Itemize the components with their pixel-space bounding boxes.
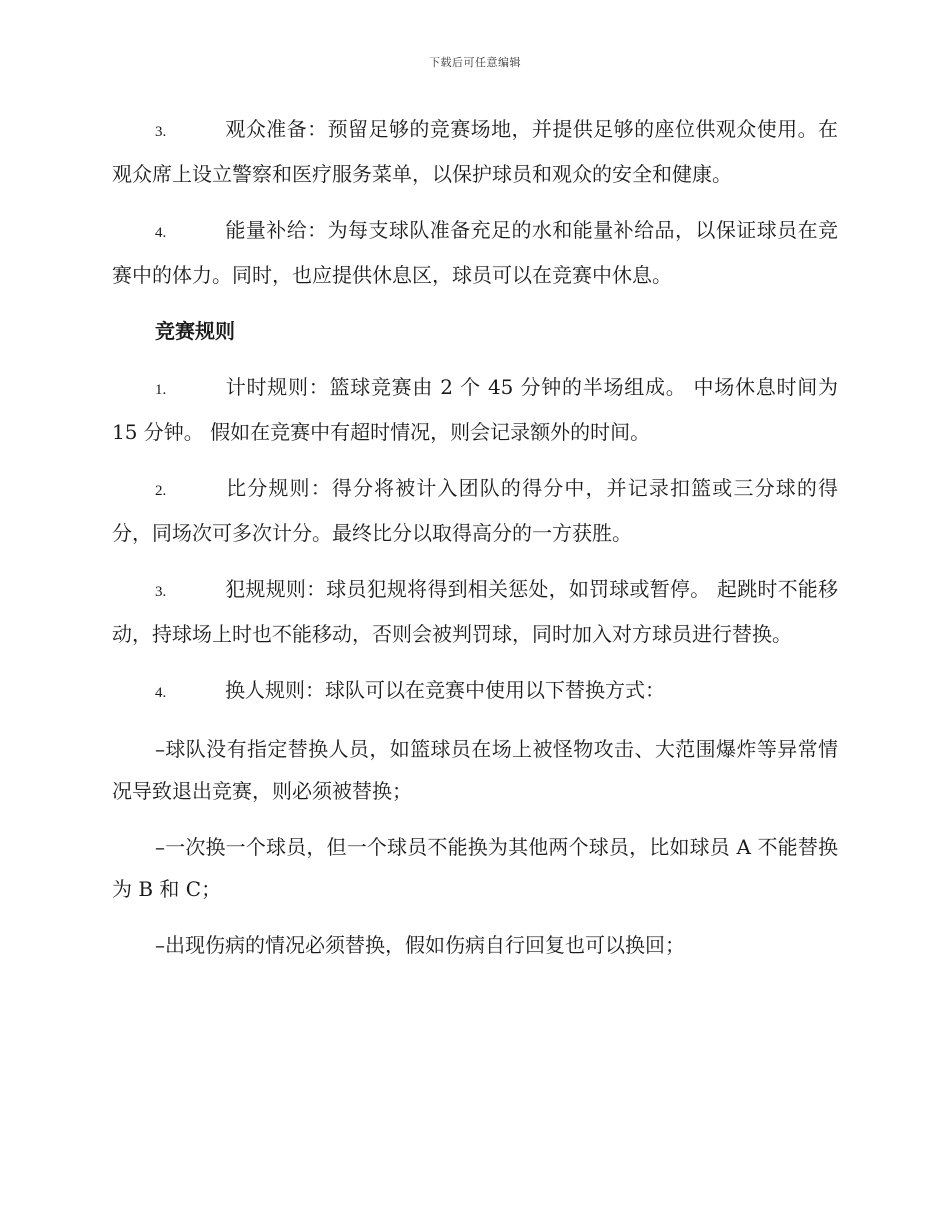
item-number: 1. [155, 382, 167, 398]
dash-item: –出现伤病的情况必须替换，假如伤病自行回复也可以换回； [155, 933, 685, 957]
item-number: 4. [155, 685, 167, 701]
list-item [112, 669, 838, 714]
list-item [112, 366, 838, 453]
item-text: 观众准备：预留足够的竞赛场地，并提供足够的座位供观众使用。在观众席上设立警察和医疗服务菜单，以保护球员和观众的安全和健康。 [112, 117, 838, 186]
section-heading: 竞赛规则 [155, 319, 235, 343]
item-number: 4. [155, 225, 167, 241]
item-text: 能量补给：为每支球队准备充足的水和能量补给品，以保证球员在竞赛中的体力。同时，也应提供休息区，球员可以在竞赛中休息。 [112, 218, 838, 287]
item-number: 3. [155, 584, 167, 600]
document-body [112, 108, 838, 980]
item-text: 换人规则：球队可以在竞赛中使用以下替换方式： [225, 678, 665, 702]
dash-item: –球队没有指定替换人员，如篮球员在场上被怪物攻击、大范围爆炸等异常情况导致退出竞赛，则必须被替换； [112, 737, 838, 803]
list-item [112, 108, 838, 195]
item-text: 计时规则：篮球竞赛由 2 个 45 分钟的半场组成。 中场休息时间为 15 分钟。 假如在竞赛中有超时情况，则会记录额外的时间。 [112, 375, 838, 444]
list-item [112, 209, 838, 296]
dash-item: –一次换一个球员，但一个球员不能换为其他两个球员，比如球员 A 不能替换为 B 和 C； [112, 835, 838, 901]
list-item [112, 467, 838, 554]
item-number: 3. [155, 124, 167, 140]
list-item [112, 568, 838, 655]
item-text: 犯规规则：球员犯规将得到相关惩处，如罚球或暂停。 起跳时不能移动，持球场上时也不能移动，否则会被判罚球，同时加入对方球员进行替换。 [112, 577, 838, 646]
item-text: 比分规则：得分将被计入团队的得分中，并记录扣篮或三分球的得分，同场次可多次计分。最终比分以取得高分的一方获胜。 [112, 476, 838, 545]
item-number: 2. [155, 483, 167, 499]
page-header: 下载后可任意编辑 [429, 56, 521, 69]
